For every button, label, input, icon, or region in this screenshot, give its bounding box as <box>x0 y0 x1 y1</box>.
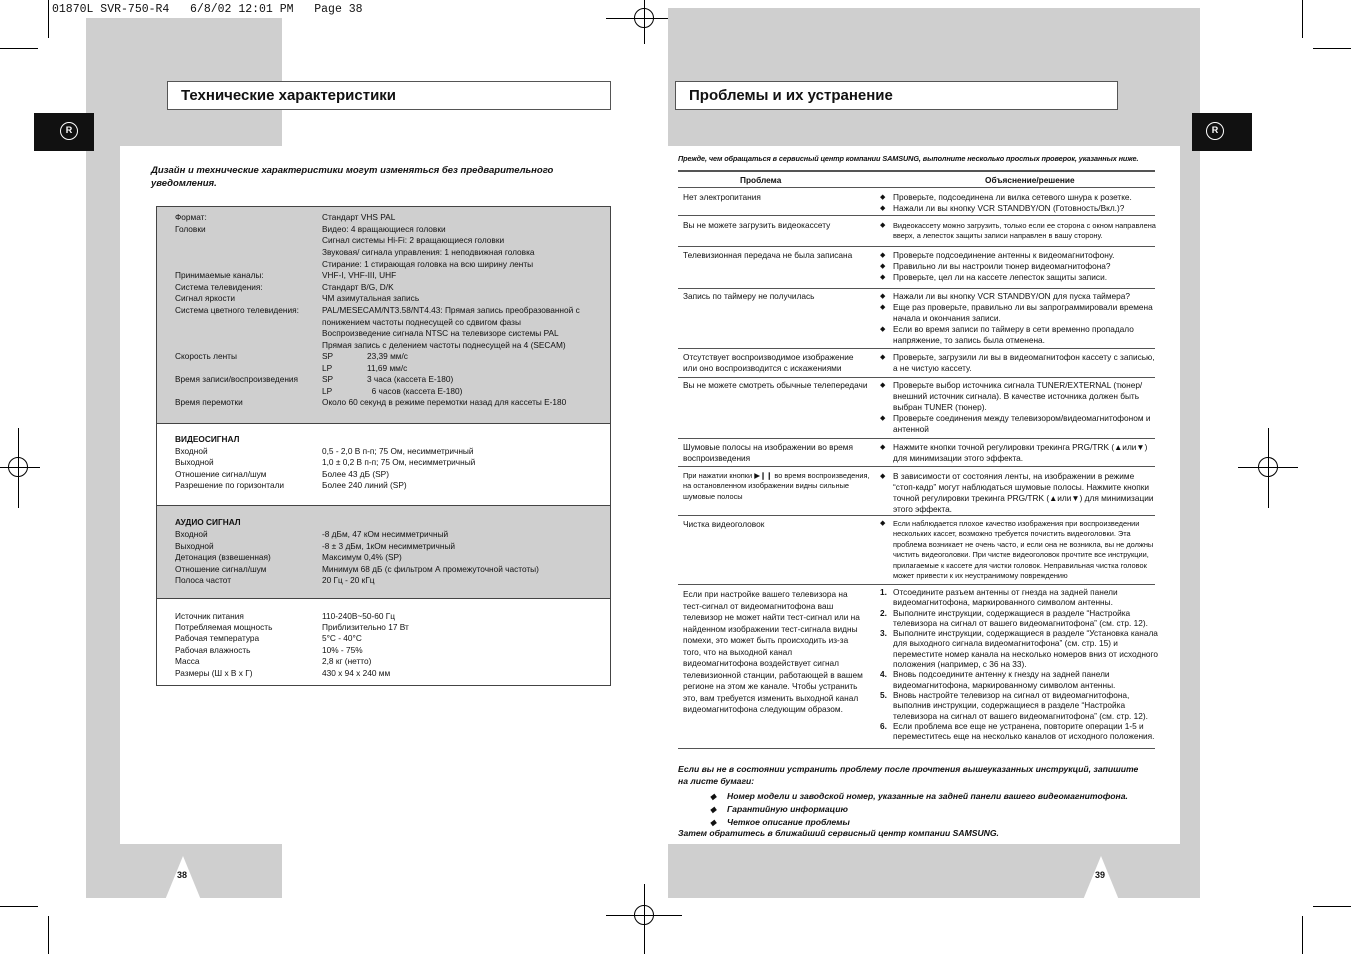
spec-label: Полоса частот <box>175 575 232 585</box>
footer-outro: Затем обратитесь в ближайший сервисный центр компании SAMSUNG. <box>678 828 999 838</box>
print-header: 01870L SVR-750-R4 6/8/02 12:01 PM Page 38 <box>52 3 363 16</box>
table-row: Нет электропитания <box>683 192 761 202</box>
footer-list <box>710 790 1128 829</box>
table-row: ◆ Нажали ли вы кнопку VCR STANDBY/ON для пуска таймера? ◆ Еще раз проверьте, правильно ли вы запрограммировали времена начала и окончания записи. ◆ Если во время записи по таймеру в сети временно пропадало напряжение, то запись была отменена. <box>880 291 1153 345</box>
diamond-icon: ◆ <box>880 252 886 259</box>
table-row: ◆ Проверьте, загрузили ли вы в видеомагнитофон кассету с записью, а не чистую кассету. <box>880 352 1155 373</box>
region-badge-right <box>1192 113 1252 151</box>
spec-label: Выходной <box>175 457 214 467</box>
spec-label: Формат: <box>175 212 207 222</box>
spec-label: Входной <box>175 446 208 456</box>
table-row: Вы не можете смотреть обычные телепередачи <box>683 380 868 390</box>
spec-label: Отношение сигнал/шум <box>175 564 267 574</box>
spec-label: Система цветного телевидения: <box>175 305 299 315</box>
table-row: ◆ Проверьте подсоединение антенны к видеомагнитофону. ◆ Правильно ли вы настроили тюнер видеомагнитофона? ◆ Проверьте, цел ли на кассете лепесток защиты записи. <box>880 250 1115 282</box>
row-divider <box>678 246 1155 247</box>
diamond-icon: ◆ <box>880 194 886 201</box>
spec-label: Размеры (Ш x В x Г) <box>175 668 253 678</box>
row-divider <box>678 288 1155 289</box>
spec-value: 6 часов (кассета E-180) <box>367 386 463 396</box>
list-item: ◆ Номер модели и заводской номер, указанные на задней панели вашего видеомагнитофона. <box>710 791 1128 801</box>
diamond-icon: ◆ <box>880 473 886 480</box>
spec-value: 2,8 кг (нетто) <box>322 656 372 666</box>
diamond-icon: ◆ <box>880 304 886 311</box>
spec-value: 3 часа (кассета E-180) <box>367 374 454 384</box>
table-row: 1. Отсоедините разъем антенны от гнезда на задней панели видеомагнитофона, маркированного символом антенны. 2. Выполните инструкции, содержащиеся в разделе “Настройка телевизора на сигнал от вашего видеомагнитофона” (см. стр. 12). 3. Выполните инструкции, содержащиеся в разделе “Установка канала для выходного сигнала видеомагнитофона” (см. стр. 15) и переместите номер канала на несколько номеров вниз от исходного положения (например, с 36 на 33). 4. Вновь подсоедините антенну к гнезду на задней панели видеомагнитофона, маркированному символом антенны. 5. Вновь настройте телевизор на сигнал от видеомагнитофона, выполнив инструкции, содержащиеся в разделе “Настройка телевизора на сигнал от вашего видеомагнитофона” (см. стр. 12). 6. Если проблема все еще не устранена, повторите операции 1-5 и переместитесь еще на несколько каналов от исходного положения. <box>880 587 1158 742</box>
diamond-icon: ◆ <box>880 222 886 229</box>
crop-mark <box>1302 916 1303 954</box>
diamond-icon: ◆ <box>710 792 717 801</box>
spec-value: Стирание: 1 стирающая головка на всю ширину ленты <box>322 259 534 269</box>
table-row: ◆ Видеокассету можно загрузить, только если ее сторона с окном направлена вверх, а лепесток защиты записи направлен в вашу сторону. <box>880 221 1156 241</box>
spec-value: Видео: 4 вращающиеся головки <box>322 224 446 234</box>
row-divider <box>678 515 1155 516</box>
row-divider <box>678 584 1155 585</box>
crop-mark <box>1302 0 1303 38</box>
column-header-solution: Объяснение/решение <box>985 175 1075 185</box>
diamond-icon: ◆ <box>880 263 886 270</box>
spec-value: Воспроизведение сигнала NTSC на телевизоре системы PAL <box>322 328 559 338</box>
spec-label: Время записи/воспроизведения <box>175 374 299 384</box>
table-row: Если при настройке вашего телевизора на тест-сигнал от видеомагнитофона ваш телевизор не может найти тест-сигнал или на найденном изображении тест-сигнала видны помехи, это может быть происходить из-за того, что на выходной канал видеомагнитофона воздействует сигнал телевизионной станции, работающей в вашем регионе на этом же канале. Чтобы устранить это, вам требуется изменить выходной канал видеомагнитофона следующим образом. <box>683 589 863 714</box>
spec-value: 1,0 ± 0,2 В п-п; 75 Ом, несимметричный <box>322 457 476 467</box>
troubleshooting-intro: Прежде, чем обращаться в сервисный центр компании SAMSUNG, выполните несколько простых проверок, указанных ниже. <box>678 154 1139 163</box>
spec-label: Принимаемые каналы: <box>175 270 264 280</box>
region-badge-left <box>34 113 94 151</box>
table-row: ◆ Проверьте, подсоединена ли вилка сетевого шнура к розетке. ◆ Нажали ли вы кнопку VCR STANDBY/ON (Готовность/Вкл.)? <box>880 192 1132 213</box>
diamond-icon: ◆ <box>880 520 886 527</box>
spec-value: -8 дБм, 47 кОм несимметричный <box>322 529 449 539</box>
region-icon: R <box>60 122 78 140</box>
table-row: ◆ В зависимости от состояния ленты, на изображении в режиме “стоп-кадр” могут наблюдаться шумовые полосы. Нажмите кнопки точной регулировки трекинга PRG/TRK (▲или▼) для минимизации этого эффекта. <box>880 471 1154 514</box>
spec-value: 20 Гц - 20 кГц <box>322 575 375 585</box>
video-signal-heading: ВИДЕОСИГНАЛ <box>175 434 240 444</box>
table-row: Отсутствует воспроизводимое изображение или оно воспроизводится с искажениями <box>683 352 854 373</box>
table-row: Запись по таймеру не получилась <box>683 291 815 301</box>
spec-value: Около 60 секунд в режиме перемотки назад для кассеты E-180 <box>322 397 567 407</box>
spec-value: Прямая запись с делением частоты поднесущей на 4 (SECAM) <box>322 340 566 350</box>
spec-label: Отношение сигнал/шум <box>175 469 267 479</box>
spec-label: Потребляемая мощность <box>175 622 273 632</box>
table-row: Телевизионная передача не была записана <box>683 250 853 260</box>
column-header-problem: Проблема <box>740 175 782 185</box>
spec-note: Дизайн и технические характеристики могут изменяться без предварительного уведомления. <box>151 165 554 189</box>
right-page-title: Проблемы и их устранение <box>675 81 1118 110</box>
spec-value: 0,5 - 2,0 В п-п; 75 Ом, несимметричный <box>322 446 474 456</box>
diamond-icon: ◆ <box>880 293 886 300</box>
table-row: Шумовые полосы на изображении во время воспроизведения <box>683 442 853 463</box>
left-page-title: Технические характеристики <box>167 81 611 110</box>
spec-label: Сигнал яркости <box>175 293 236 303</box>
diamond-icon: ◆ <box>880 205 886 212</box>
table-row: ◆ Нажмите кнопки точной регулировки трекинга PRG/TRK (▲или▼) для минимизации этого эффекта. <box>880 442 1148 463</box>
spec-value: Приблизительно 17 Вт <box>322 622 409 632</box>
table-top-rule <box>678 170 1155 172</box>
spec-value: 110-240В~50-60 Гц <box>322 611 395 621</box>
page-number: 39 <box>1095 870 1106 880</box>
crop-mark <box>0 906 38 907</box>
spec-value: Более 43 дБ (SP) <box>322 469 389 479</box>
diamond-icon: ◆ <box>880 274 886 281</box>
spec-value: 430 x 94 x 240 мм <box>322 668 391 678</box>
spec-value: SP <box>322 351 334 361</box>
spec-value: Звуковая/ сигнала управления: 1 неподвижная головка <box>322 247 535 257</box>
spec-value: 23,39 мм/с <box>367 351 408 361</box>
spec-value: 11,69 мм/с <box>367 363 408 373</box>
spec-label: Время перемотки <box>175 397 243 407</box>
row-divider <box>678 748 1155 749</box>
diamond-icon: ◆ <box>710 818 717 827</box>
spec-value: Стандарт B/G, D/K <box>322 282 394 292</box>
spec-label: Входной <box>175 529 208 539</box>
row-divider <box>678 215 1155 216</box>
spec-label: Рабочая температура <box>175 633 260 643</box>
crop-mark <box>48 916 49 954</box>
row-divider <box>678 187 1155 188</box>
diamond-icon: ◆ <box>880 415 886 422</box>
spec-value: Стандарт VHS PAL <box>322 212 396 222</box>
crop-mark <box>48 0 49 38</box>
spec-value: понижением частоты поднесущей со сдвигом фазы <box>322 317 521 327</box>
spec-label: Источник питания <box>175 611 244 621</box>
row-divider <box>678 466 1155 467</box>
table-row: Вы не можете загрузить видеокассету <box>683 220 831 230</box>
spec-value: LP <box>322 386 333 396</box>
region-icon: R <box>1206 122 1224 140</box>
spec-value: Максимум 0,4% (SP) <box>322 552 402 562</box>
spec-label: Рабочая влажность <box>175 645 251 655</box>
table-row: При нажатии кнопки ▶❙❙ во время воспроизведения, на остановленном изображении видны сильные шумовые полосы <box>683 471 870 501</box>
list-item: ◆ Четкое описание проблемы <box>710 817 850 827</box>
spec-value: ЧМ азимутальная запись <box>322 293 420 303</box>
crop-mark <box>0 48 38 49</box>
diamond-icon: ◆ <box>880 382 886 389</box>
spec-value: Минимум 68 дБ (с фильтром А промежуточной частоты) <box>322 564 539 574</box>
spec-label: Разрешение по горизонтали <box>175 480 285 490</box>
crop-mark <box>1313 906 1351 907</box>
audio-signal-heading: АУДИО СИГНАЛ <box>175 517 241 527</box>
table-row: Чистка видеоголовок <box>683 519 765 529</box>
spec-label: Скорость ленты <box>175 351 237 361</box>
table-row: ◆ Если наблюдается плохое качество изображения при воспроизведении нескольких кассет, возможно требуется почистить видеоголовки. Эта проблема возникает не очень часто, и если она не возникла, вы не должны чистить видеоголовки. При чистке видеоголовок прочтите все инструкции, прилагаемые к кассете для чистки головок. Неправильная чистка головок может привести к их неустранимому повреждению <box>880 519 1154 581</box>
table-row: ◆ Проверьте выбор источника сигнала TUNER/EXTERNAL (тюнер/внешний источник сигнала). В качестве источника должен быть выбран TUNER (тюнер). ◆ Проверьте соединения между телевизором/видеомагнитофоном и антенной <box>880 380 1151 434</box>
page-number: 38 <box>177 870 188 880</box>
spec-label: Детонация (взвешенная) <box>175 552 271 562</box>
spec-value: -8 ± 3 дБм, 1кОм несимметричный <box>322 541 456 551</box>
spec-label: Масса <box>175 656 200 666</box>
list-item: ◆ Гарантийную информацию <box>710 804 848 814</box>
spec-label: Головки <box>175 224 206 234</box>
row-divider <box>678 348 1155 349</box>
diamond-icon: ◆ <box>880 354 886 361</box>
diamond-icon: ◆ <box>880 326 886 333</box>
footer-intro: Если вы не в состоянии устранить проблему после прочтения вышеуказанных инструкций, запишите на листе бумаги: <box>678 764 1139 786</box>
diamond-icon: ◆ <box>710 805 717 814</box>
row-divider <box>678 438 1155 439</box>
diamond-icon: ◆ <box>880 444 886 451</box>
spec-value: Более 240 линий (SP) <box>322 480 407 490</box>
spec-value: VHF-I, VHF-III, UHF <box>322 270 397 280</box>
spec-label: Система телевидения: <box>175 282 263 292</box>
crop-mark <box>1313 48 1351 49</box>
spec-value: Сигнал системы Hi-Fi: 2 вращающиеся головки <box>322 235 505 245</box>
spec-value: PAL/MESECAM/NT3.58/NT4.43: Прямая запись преобразованной с <box>322 305 580 315</box>
spec-value: 5°C - 40°C <box>322 633 362 643</box>
spec-value: SP <box>322 374 334 384</box>
spec-value: 10% - 75% <box>322 645 363 655</box>
row-divider <box>678 377 1155 378</box>
spec-value: LP <box>322 363 333 373</box>
spec-label: Выходной <box>175 541 214 551</box>
